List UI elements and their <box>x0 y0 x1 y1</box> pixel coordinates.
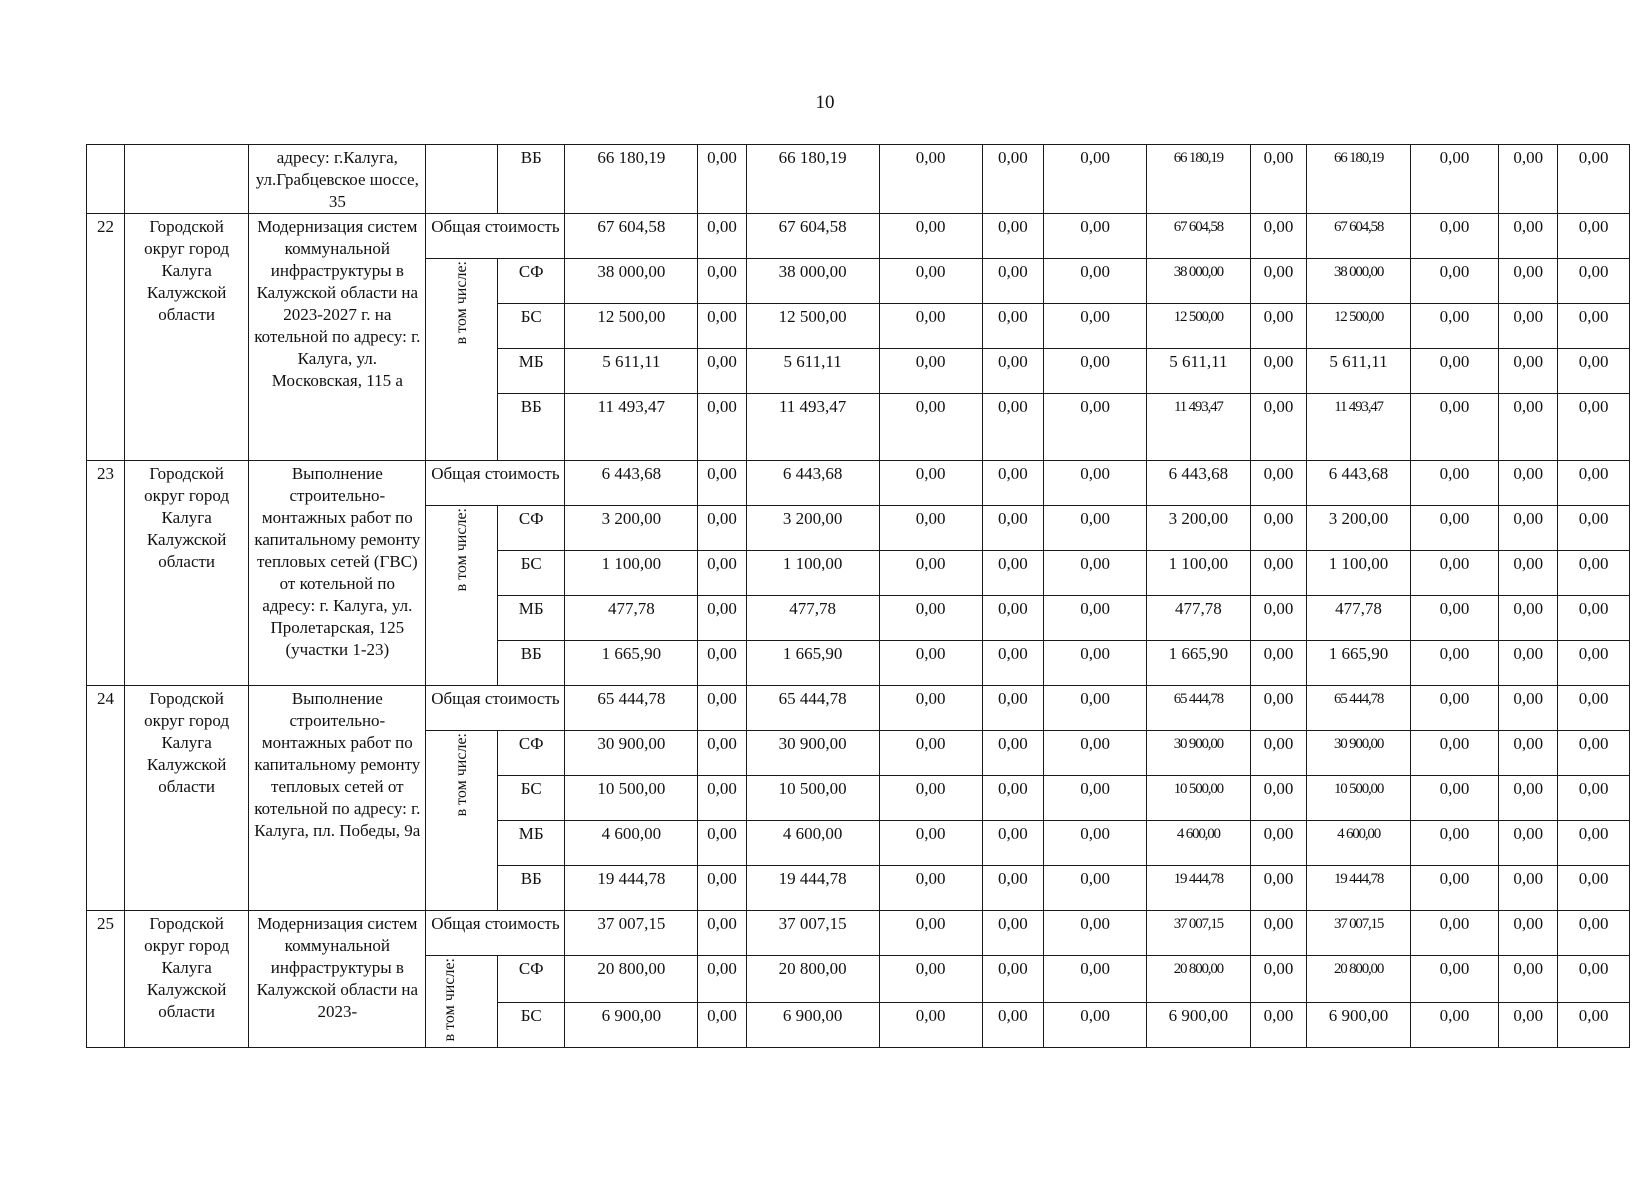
of-which-text: в том числе: <box>452 261 470 345</box>
value-cell: 0,00 <box>1499 956 1558 1003</box>
value-cell: 0,00 <box>1410 145 1499 214</box>
value-cell: 0,00 <box>698 641 746 686</box>
value-cell: 20 800,00 <box>746 956 879 1003</box>
value-cell: 0,00 <box>698 686 746 731</box>
value-cell: 0,00 <box>1558 304 1630 349</box>
value-cell: 11 493,47 <box>746 394 879 461</box>
value-cell: 0,00 <box>698 461 746 506</box>
value-cell: 11 493,47 <box>1147 394 1250 461</box>
value-cell: 0,00 <box>698 145 746 214</box>
value-cell: 4 600,00 <box>565 821 698 866</box>
value-cell: 0,00 <box>879 641 982 686</box>
value-cell: 0,00 <box>698 214 746 259</box>
value-cell: 0,00 <box>1410 259 1499 304</box>
value-cell: 0,00 <box>879 686 982 731</box>
value-cell: 65 444,78 <box>746 686 879 731</box>
funding-source: ВБ <box>498 394 565 461</box>
value-cell: 0,00 <box>1499 686 1558 731</box>
value-cell: 6 443,68 <box>746 461 879 506</box>
value-cell: 0,00 <box>1499 866 1558 911</box>
value-cell: 0,00 <box>1043 461 1146 506</box>
value-cell: 0,00 <box>1043 349 1146 394</box>
value-cell: 65 444,78 <box>1307 686 1410 731</box>
value-cell: 0,00 <box>1250 866 1307 911</box>
of-which-label <box>426 259 498 461</box>
value-cell: 6 900,00 <box>746 1002 879 1048</box>
value-cell: 20 800,00 <box>1307 956 1410 1003</box>
value-cell: 0,00 <box>1499 349 1558 394</box>
value-cell: 0,00 <box>1558 641 1630 686</box>
value-cell: 0,00 <box>698 731 746 776</box>
value-cell: 0,00 <box>698 1002 746 1048</box>
value-cell: 12 500,00 <box>1147 304 1250 349</box>
value-cell: 0,00 <box>1558 551 1630 596</box>
of-which-text: в том числе: <box>440 958 458 1042</box>
value-cell: 37 007,15 <box>565 911 698 956</box>
value-cell: 6 443,68 <box>565 461 698 506</box>
value-cell: 30 900,00 <box>1147 731 1250 776</box>
value-cell: 0,00 <box>1558 145 1630 214</box>
value-cell: 0,00 <box>879 506 982 551</box>
value-cell: 0,00 <box>1250 641 1307 686</box>
value-cell: 0,00 <box>1250 304 1307 349</box>
value-cell: 67 604,58 <box>1147 214 1250 259</box>
project-description: Выполнение строительно-монтажных работ по капитальному ремонту тепловых сетей (ГВС) от котельной по адресу: г. Калуга, ул. Пролетарская, 125 (участки 1-23) <box>249 461 426 686</box>
value-cell: 19 444,78 <box>1147 866 1250 911</box>
project-description: Выполнение строительно-монтажных работ по капитальному ремонту тепловых сетей от котельной по адресу: г. Калуга, пл. Победы, 9а <box>249 686 426 911</box>
value-cell: 0,00 <box>879 776 982 821</box>
funding-source: МБ <box>498 821 565 866</box>
value-cell: 0,00 <box>1250 259 1307 304</box>
value-cell: 0,00 <box>698 821 746 866</box>
value-cell: 0,00 <box>1043 821 1146 866</box>
value-cell: 67 604,58 <box>1307 214 1410 259</box>
of-which-text: в том числе: <box>452 733 470 817</box>
value-cell: 0,00 <box>879 349 982 394</box>
value-cell: 6 900,00 <box>1307 1002 1410 1048</box>
value-cell: 477,78 <box>565 596 698 641</box>
value-cell: 10 500,00 <box>565 776 698 821</box>
value-cell: 0,00 <box>879 731 982 776</box>
value-cell: 0,00 <box>1499 214 1558 259</box>
row-number: 23 <box>87 461 125 686</box>
of-which-label <box>426 956 498 1048</box>
value-cell: 5 611,11 <box>746 349 879 394</box>
organization: Городской округ город Калуга Калужской области <box>124 911 248 1048</box>
value-cell: 0,00 <box>879 145 982 214</box>
value-cell: 0,00 <box>1499 821 1558 866</box>
value-cell: 0,00 <box>1250 776 1307 821</box>
value-cell: 0,00 <box>1558 506 1630 551</box>
value-cell: 0,00 <box>1410 506 1499 551</box>
value-cell: 0,00 <box>1499 731 1558 776</box>
value-cell: 0,00 <box>879 259 982 304</box>
value-cell: 4 600,00 <box>1307 821 1410 866</box>
value-cell: 0,00 <box>1410 461 1499 506</box>
value-cell: 477,78 <box>1147 596 1250 641</box>
value-cell: 0,00 <box>1043 956 1146 1003</box>
value-cell: 0,00 <box>1250 461 1307 506</box>
value-cell: 0,00 <box>1043 1002 1146 1048</box>
value-cell: 38 000,00 <box>565 259 698 304</box>
value-cell: 5 611,11 <box>565 349 698 394</box>
value-cell: 12 500,00 <box>746 304 879 349</box>
value-cell: 0,00 <box>1558 394 1630 461</box>
value-cell: 0,00 <box>1410 304 1499 349</box>
value-cell: 1 665,90 <box>565 641 698 686</box>
total-cost-label: Общая стоимость <box>426 686 565 731</box>
row-number: 22 <box>87 214 125 461</box>
table-row <box>87 686 1630 731</box>
value-cell: 66 180,19 <box>746 145 879 214</box>
value-cell: 0,00 <box>1410 1002 1499 1048</box>
project-description: адресу: г.Калуга, ул.Грабцевское шоссе, 35 <box>249 145 426 214</box>
value-cell: 6 443,68 <box>1307 461 1410 506</box>
value-cell: 0,00 <box>982 349 1043 394</box>
value-cell: 10 500,00 <box>1307 776 1410 821</box>
funding-source: БС <box>498 551 565 596</box>
value-cell: 0,00 <box>879 911 982 956</box>
organization: Городской округ город Калуга Калужской области <box>124 686 248 911</box>
value-cell: 0,00 <box>1250 1002 1307 1048</box>
value-cell: 0,00 <box>982 304 1043 349</box>
value-cell: 0,00 <box>982 596 1043 641</box>
value-cell: 0,00 <box>1250 145 1307 214</box>
value-cell: 11 493,47 <box>565 394 698 461</box>
table-row <box>87 145 1630 214</box>
value-cell: 0,00 <box>1410 956 1499 1003</box>
value-cell: 0,00 <box>1043 145 1146 214</box>
value-cell: 0,00 <box>698 776 746 821</box>
of-which-label <box>426 506 498 686</box>
value-cell: 0,00 <box>1043 641 1146 686</box>
value-cell: 0,00 <box>1499 641 1558 686</box>
value-cell: 1 665,90 <box>1147 641 1250 686</box>
value-cell: 0,00 <box>1410 776 1499 821</box>
value-cell: 0,00 <box>1250 686 1307 731</box>
value-cell: 0,00 <box>698 956 746 1003</box>
funding-source: БС <box>498 776 565 821</box>
value-cell: 0,00 <box>698 506 746 551</box>
value-cell: 0,00 <box>1499 304 1558 349</box>
project-description: Модернизация систем коммунальной инфраструктуры в Калужской области на 2023- <box>249 911 426 1048</box>
value-cell: 0,00 <box>1410 214 1499 259</box>
value-cell: 20 800,00 <box>1147 956 1250 1003</box>
value-cell: 0,00 <box>1558 214 1630 259</box>
value-cell: 0,00 <box>982 911 1043 956</box>
value-cell: 0,00 <box>1250 349 1307 394</box>
table-row <box>87 214 1630 259</box>
value-cell: 1 100,00 <box>1307 551 1410 596</box>
value-cell: 477,78 <box>1307 596 1410 641</box>
value-cell: 6 900,00 <box>1147 1002 1250 1048</box>
value-cell: 30 900,00 <box>1307 731 1410 776</box>
value-cell: 1 100,00 <box>565 551 698 596</box>
table-row <box>87 911 1630 956</box>
value-cell: 0,00 <box>1499 911 1558 956</box>
organization <box>124 145 248 214</box>
value-cell: 0,00 <box>1250 911 1307 956</box>
value-cell: 0,00 <box>879 551 982 596</box>
value-cell: 0,00 <box>1410 821 1499 866</box>
value-cell: 0,00 <box>698 596 746 641</box>
value-cell: 0,00 <box>982 821 1043 866</box>
value-cell: 0,00 <box>982 145 1043 214</box>
row-number <box>87 145 125 214</box>
value-cell: 0,00 <box>982 956 1043 1003</box>
value-cell: 0,00 <box>1558 911 1630 956</box>
value-cell: 6 900,00 <box>565 1002 698 1048</box>
value-cell: 37 007,15 <box>746 911 879 956</box>
value-cell: 0,00 <box>1410 686 1499 731</box>
value-cell: 0,00 <box>1558 956 1630 1003</box>
value-cell: 0,00 <box>982 461 1043 506</box>
value-cell: 0,00 <box>1499 596 1558 641</box>
value-cell: 0,00 <box>982 394 1043 461</box>
value-cell: 0,00 <box>1250 821 1307 866</box>
total-cost-label: Общая стоимость <box>426 461 565 506</box>
funding-source: БС <box>498 304 565 349</box>
value-cell: 0,00 <box>1043 214 1146 259</box>
value-cell: 0,00 <box>698 551 746 596</box>
value-cell: 0,00 <box>982 259 1043 304</box>
value-cell: 0,00 <box>1558 1002 1630 1048</box>
value-cell: 0,00 <box>1250 731 1307 776</box>
value-cell: 0,00 <box>1250 214 1307 259</box>
value-cell: 66 180,19 <box>1147 145 1250 214</box>
value-cell: 1 100,00 <box>746 551 879 596</box>
value-cell: 0,00 <box>1499 259 1558 304</box>
value-cell: 0,00 <box>1043 776 1146 821</box>
value-cell: 0,00 <box>1558 461 1630 506</box>
value-cell: 0,00 <box>982 506 1043 551</box>
value-cell: 0,00 <box>1410 349 1499 394</box>
value-cell: 0,00 <box>879 1002 982 1048</box>
value-cell: 0,00 <box>1043 866 1146 911</box>
value-cell: 1 100,00 <box>1147 551 1250 596</box>
value-cell: 0,00 <box>698 394 746 461</box>
value-cell: 0,00 <box>879 394 982 461</box>
value-cell: 0,00 <box>1410 866 1499 911</box>
value-cell: 66 180,19 <box>565 145 698 214</box>
value-cell: 0,00 <box>879 214 982 259</box>
funding-source: СФ <box>498 259 565 304</box>
value-cell: 0,00 <box>1499 506 1558 551</box>
total-cost-label: Общая стоимость <box>426 911 565 956</box>
value-cell: 4 600,00 <box>746 821 879 866</box>
total-cost-label: Общая стоимость <box>426 214 565 259</box>
value-cell: 10 500,00 <box>746 776 879 821</box>
value-cell: 1 665,90 <box>746 641 879 686</box>
value-cell: 0,00 <box>1499 551 1558 596</box>
value-cell: 38 000,00 <box>746 259 879 304</box>
value-cell: 0,00 <box>1410 394 1499 461</box>
value-cell: 0,00 <box>879 866 982 911</box>
value-cell: 0,00 <box>1250 956 1307 1003</box>
value-cell: 30 900,00 <box>565 731 698 776</box>
value-cell: 5 611,11 <box>1307 349 1410 394</box>
value-cell: 0,00 <box>879 956 982 1003</box>
value-cell: 0,00 <box>1499 394 1558 461</box>
value-cell: 38 000,00 <box>1147 259 1250 304</box>
value-cell: 0,00 <box>1250 551 1307 596</box>
value-cell: 0,00 <box>1250 506 1307 551</box>
funding-source: СФ <box>498 506 565 551</box>
value-cell: 3 200,00 <box>565 506 698 551</box>
value-cell: 0,00 <box>1043 686 1146 731</box>
value-cell: 1 665,90 <box>1307 641 1410 686</box>
value-cell: 0,00 <box>698 911 746 956</box>
value-cell: 0,00 <box>1499 461 1558 506</box>
funding-source: ВБ <box>498 866 565 911</box>
funding-source: МБ <box>498 596 565 641</box>
value-cell: 0,00 <box>1043 911 1146 956</box>
value-cell: 67 604,58 <box>746 214 879 259</box>
value-cell: 20 800,00 <box>565 956 698 1003</box>
value-cell: 0,00 <box>982 1002 1043 1048</box>
value-cell: 0,00 <box>1558 776 1630 821</box>
value-cell: 0,00 <box>1043 551 1146 596</box>
value-cell: 0,00 <box>879 596 982 641</box>
value-cell: 0,00 <box>982 866 1043 911</box>
value-cell: 0,00 <box>1043 731 1146 776</box>
page-number: 10 <box>815 92 835 113</box>
value-cell: 0,00 <box>1410 551 1499 596</box>
value-cell: 3 200,00 <box>746 506 879 551</box>
value-cell: 0,00 <box>1410 596 1499 641</box>
value-cell: 0,00 <box>698 866 746 911</box>
value-cell: 3 200,00 <box>1307 506 1410 551</box>
value-cell: 0,00 <box>1043 304 1146 349</box>
value-cell: 477,78 <box>746 596 879 641</box>
value-cell: 0,00 <box>1499 145 1558 214</box>
value-cell: 0,00 <box>1558 596 1630 641</box>
value-cell: 12 500,00 <box>565 304 698 349</box>
value-cell: 0,00 <box>1410 731 1499 776</box>
value-cell: 0,00 <box>982 641 1043 686</box>
value-cell: 65 444,78 <box>565 686 698 731</box>
value-cell: 0,00 <box>1250 596 1307 641</box>
organization: Городской округ город Калуга Калужской области <box>124 461 248 686</box>
value-cell: 38 000,00 <box>1307 259 1410 304</box>
value-cell: 19 444,78 <box>565 866 698 911</box>
row-number: 24 <box>87 686 125 911</box>
value-cell: 12 500,00 <box>1307 304 1410 349</box>
value-cell: 6 443,68 <box>1147 461 1250 506</box>
value-cell: 11 493,47 <box>1307 394 1410 461</box>
table-row <box>87 461 1630 506</box>
value-cell: 37 007,15 <box>1147 911 1250 956</box>
funding-source: МБ <box>498 349 565 394</box>
value-cell: 5 611,11 <box>1147 349 1250 394</box>
funding-source: БС <box>498 1002 565 1048</box>
funding-source: ВБ <box>498 145 565 214</box>
value-cell: 0,00 <box>1558 686 1630 731</box>
value-cell: 0,00 <box>982 776 1043 821</box>
of-which-label <box>426 731 498 911</box>
value-cell: 0,00 <box>982 551 1043 596</box>
project-description: Модернизация систем коммунальной инфраструктуры в Калужской области на 2023-2027 г. на котельной по адресу: г. Калуга, ул. Московская, 115 а <box>249 214 426 461</box>
value-cell: 0,00 <box>698 259 746 304</box>
value-cell: 10 500,00 <box>1147 776 1250 821</box>
funding-source: СФ <box>498 731 565 776</box>
value-cell: 0,00 <box>1043 506 1146 551</box>
value-cell: 66 180,19 <box>1307 145 1410 214</box>
organization: Городской округ город Калуга Калужской области <box>124 214 248 461</box>
value-cell: 0,00 <box>1250 394 1307 461</box>
value-cell: 0,00 <box>1499 776 1558 821</box>
value-cell: 0,00 <box>1043 596 1146 641</box>
funding-source: СФ <box>498 956 565 1003</box>
funding-table <box>86 144 1630 1048</box>
value-cell: 19 444,78 <box>1307 866 1410 911</box>
row-number: 25 <box>87 911 125 1048</box>
spacer-cell <box>426 145 498 214</box>
value-cell: 0,00 <box>698 349 746 394</box>
value-cell: 0,00 <box>1558 731 1630 776</box>
value-cell: 0,00 <box>879 461 982 506</box>
value-cell: 0,00 <box>879 821 982 866</box>
value-cell: 65 444,78 <box>1147 686 1250 731</box>
value-cell: 0,00 <box>1043 259 1146 304</box>
value-cell: 67 604,58 <box>565 214 698 259</box>
value-cell: 0,00 <box>1410 911 1499 956</box>
value-cell: 3 200,00 <box>1147 506 1250 551</box>
value-cell: 0,00 <box>1410 641 1499 686</box>
value-cell: 0,00 <box>1558 259 1630 304</box>
value-cell: 0,00 <box>982 686 1043 731</box>
of-which-text: в том числе: <box>452 508 470 592</box>
value-cell: 0,00 <box>879 304 982 349</box>
value-cell: 0,00 <box>1558 821 1630 866</box>
value-cell: 4 600,00 <box>1147 821 1250 866</box>
value-cell: 19 444,78 <box>746 866 879 911</box>
value-cell: 0,00 <box>982 214 1043 259</box>
value-cell: 30 900,00 <box>746 731 879 776</box>
funding-source: ВБ <box>498 641 565 686</box>
value-cell: 0,00 <box>1558 866 1630 911</box>
value-cell: 0,00 <box>982 731 1043 776</box>
value-cell: 0,00 <box>1558 349 1630 394</box>
value-cell: 0,00 <box>1499 1002 1558 1048</box>
value-cell: 37 007,15 <box>1307 911 1410 956</box>
value-cell: 0,00 <box>698 304 746 349</box>
value-cell: 0,00 <box>1043 394 1146 461</box>
